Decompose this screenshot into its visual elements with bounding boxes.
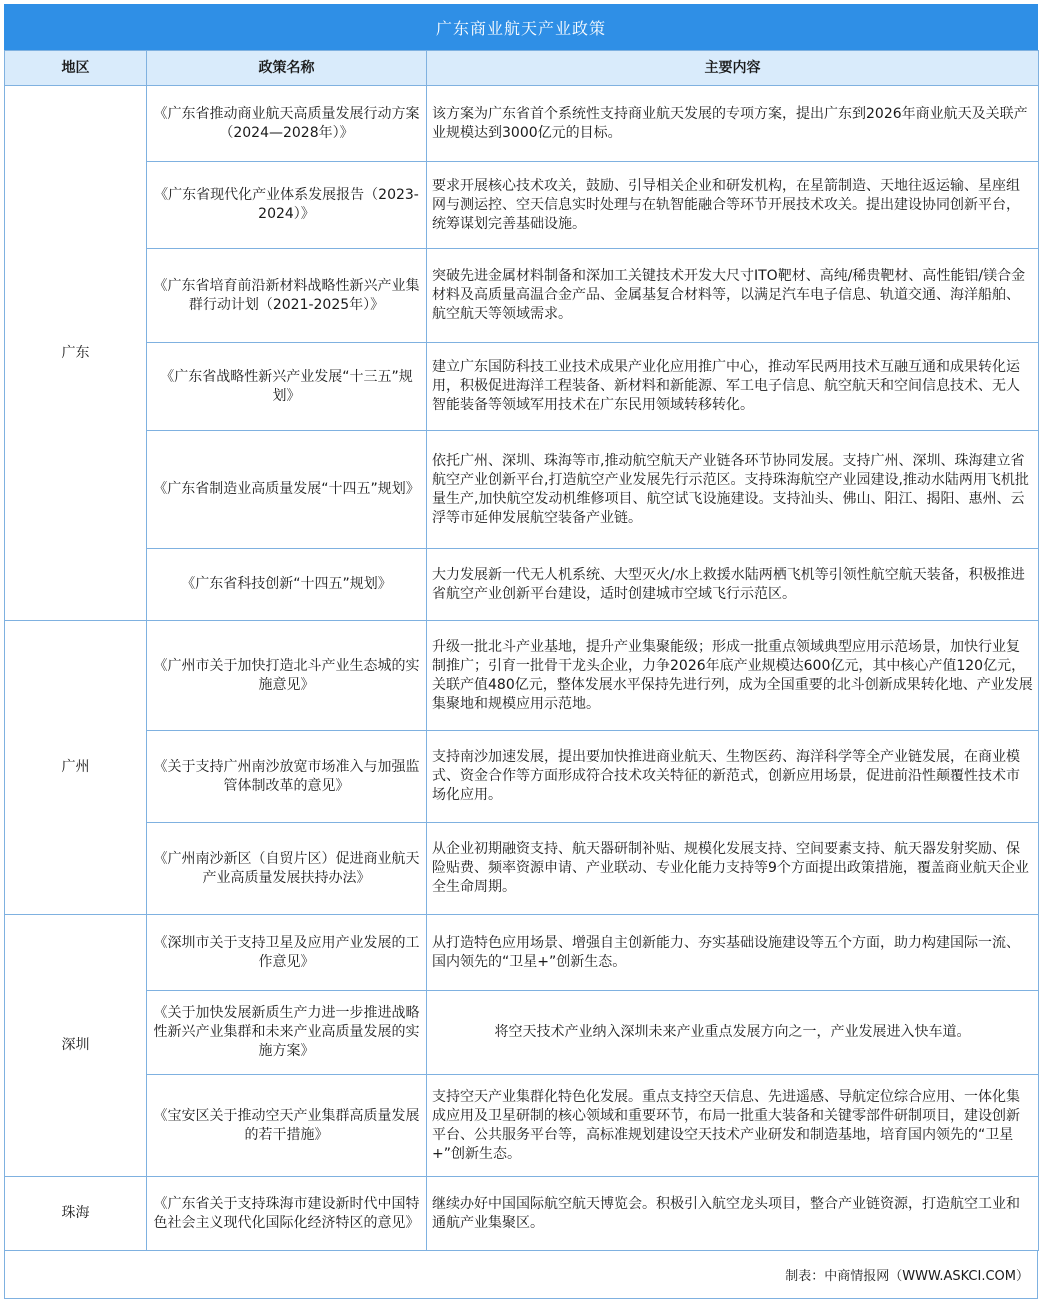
policy-name: 《广东省制造业高质量发展“十四五”规划》 [147,431,427,549]
policy-content: 要求开展核心技术攻关，鼓励、引导相关企业和研发机构，在星箭制造、天地往返运输、星座组网与测运控、空天信息实时处理与在轨智能融合等环节开展技术攻关。提出建设协同创新平台，统筹谋划完善基础设施。 [427,162,1039,249]
policy-name: 《关于支持广州南沙放宽市场准入与加强监管体制改革的意见》 [147,731,427,823]
table-row [5,915,1039,991]
region-cell: 广东 [5,86,147,621]
policy-name: 《关于加快发展新质生产力进一步推进战略性新兴产业集群和未来产业高质量发展的实施方案》 [147,991,427,1075]
policy-content: 建立广东国防科技工业技术成果产业化应用推广中心，推动军民两用技术互融互通和成果转化运用，积极促进海洋工程装备、新材料和新能源、军工电子信息、航空航天和空间信息技术、无人智能装备等领域军用技术在广东民用领域转移转化。 [427,343,1039,431]
policy-table-frame [4,4,1038,1289]
policy-name: 《广东省战略性新兴产业发展“十三五”规划》 [147,343,427,431]
table-row [5,431,1039,549]
policy-name: 《广东省关于支持珠海市建设新时代中国特色社会主义现代化国际化经济特区的意见》 [147,1177,427,1251]
policy-content: 将空天技术产业纳入深圳未来产业重点发展方向之一，产业发展进入快车道。 [427,991,1039,1075]
table-row [5,621,1039,731]
header-region: 地区 [5,51,147,86]
policy-table [4,50,1039,1251]
header-policy: 政策名称 [147,51,427,86]
policy-name: 《宝安区关于推动空天产业集群高质量发展的若干措施》 [147,1075,427,1177]
policy-name: 《广东省现代化产业体系发展报告（2023-2024）》 [147,162,427,249]
source-footer: 制表：中商情报网（WWW.ASKCI.COM） [4,1251,1038,1299]
region-cell: 深圳 [5,915,147,1177]
policy-name: 《广东省推动商业航天高质量发展行动方案（2024—2028年）》 [147,86,427,162]
policy-content: 支持南沙加速发展，提出要加快推进商业航天、生物医药、海洋科学等全产业链发展，在商业模式、资金合作等方面形成符合技术攻关特征的新范式，创新应用场景，促进前沿性颠覆性技术市场化应用。 [427,731,1039,823]
policy-content: 该方案为广东省首个系统性支持商业航天发展的专项方案，提出广东到2026年商业航天及关联产业规模达到3000亿元的目标。 [427,86,1039,162]
policy-content: 支持空天产业集群化特色化发展。重点支持空天信息、先进遥感、导航定位综合应用、一体化集成应用及卫星研制的核心领域和重要环节，布局一批重大装备和关键零部件研制项目，建设创新平台、公共服务平台等，高标准规划建设空天技术产业研发和制造基地，培育国内领先的“卫星+”创新生态。 [427,1075,1039,1177]
policy-name: 《广东省科技创新“十四五”规划》 [147,549,427,621]
table-row [5,162,1039,249]
policy-content: 依托广州、深圳、珠海等市,推动航空航天产业链各环节协同发展。支持广州、深圳、珠海建立省航空产业创新平台,打造航空产业发展先行示范区。支持珠海航空产业园建设,推动水陆两用飞机批量生产,加快航空发动机维修项目、航空试飞设施建设。支持汕头、佛山、阳江、揭阳、惠州、云浮等市延伸发展航空装备产业链。 [427,431,1039,549]
table-row [5,991,1039,1075]
policy-name: 《深圳市关于支持卫星及应用产业发展的工作意见》 [147,915,427,991]
policy-name: 《广州市关于加快打造北斗产业生态城的实施意见》 [147,621,427,731]
table-row [5,549,1039,621]
table-title: 广东商业航天产业政策 [4,4,1038,50]
policy-content: 大力发展新一代无人机系统、大型灭火/水上救援水陆两栖飞机等引领性航空航天装备，积极推进省航空产业创新平台建设，适时创建城市空域飞行示范区。 [427,549,1039,621]
policy-name: 《广东省培育前沿新材料战略性新兴产业集群行动计划（2021-2025年）》 [147,249,427,343]
table-row [5,1177,1039,1251]
policy-content: 继续办好中国国际航空航天博览会。积极引入航空龙头项目，整合产业链资源，打造航空工业和通航产业集聚区。 [427,1177,1039,1251]
table-row [5,343,1039,431]
header-row [5,51,1039,86]
region-cell: 珠海 [5,1177,147,1251]
table-row [5,823,1039,915]
table-row [5,86,1039,162]
policy-content: 突破先进金属材料制备和深加工关键技术开发大尺寸ITO靶材、高纯/稀贵靶材、高性能铝/镁合金材料及高质量高温合金产品、金属基复合材料等，以满足汽车电子信息、轨道交通、海洋船舶、航空航天等领域需求。 [427,249,1039,343]
policy-content: 升级一批北斗产业基地，提升产业集聚能级；形成一批重点领域典型应用示范场景，加快行业复制推广；引育一批骨干龙头企业，力争2026年底产业规模达600亿元，其中核心产值120亿元，关联产值480亿元，整体发展水平保持先进行列，成为全国重要的北斗创新成果转化地、产业发展集聚地和规模应用示范地。 [427,621,1039,731]
policy-name: 《广州南沙新区（自贸片区）促进商业航天产业高质量发展扶持办法》 [147,823,427,915]
policy-content: 从打造特色应用场景、增强自主创新能力、夯实基础设施建设等五个方面，助力构建国际一流、国内领先的“卫星+”创新生态。 [427,915,1039,991]
table-row [5,731,1039,823]
table-row [5,1075,1039,1177]
policy-content: 从企业初期融资支持、航天器研制补贴、规模化发展支持、空间要素支持、航天器发射奖励、保险贴费、频率资源申请、产业联动、专业化能力支持等9个方面提出政策措施，覆盖商业航天企业全生命周期。 [427,823,1039,915]
table-row [5,249,1039,343]
region-cell: 广州 [5,621,147,915]
header-content: 主要内容 [427,51,1039,86]
